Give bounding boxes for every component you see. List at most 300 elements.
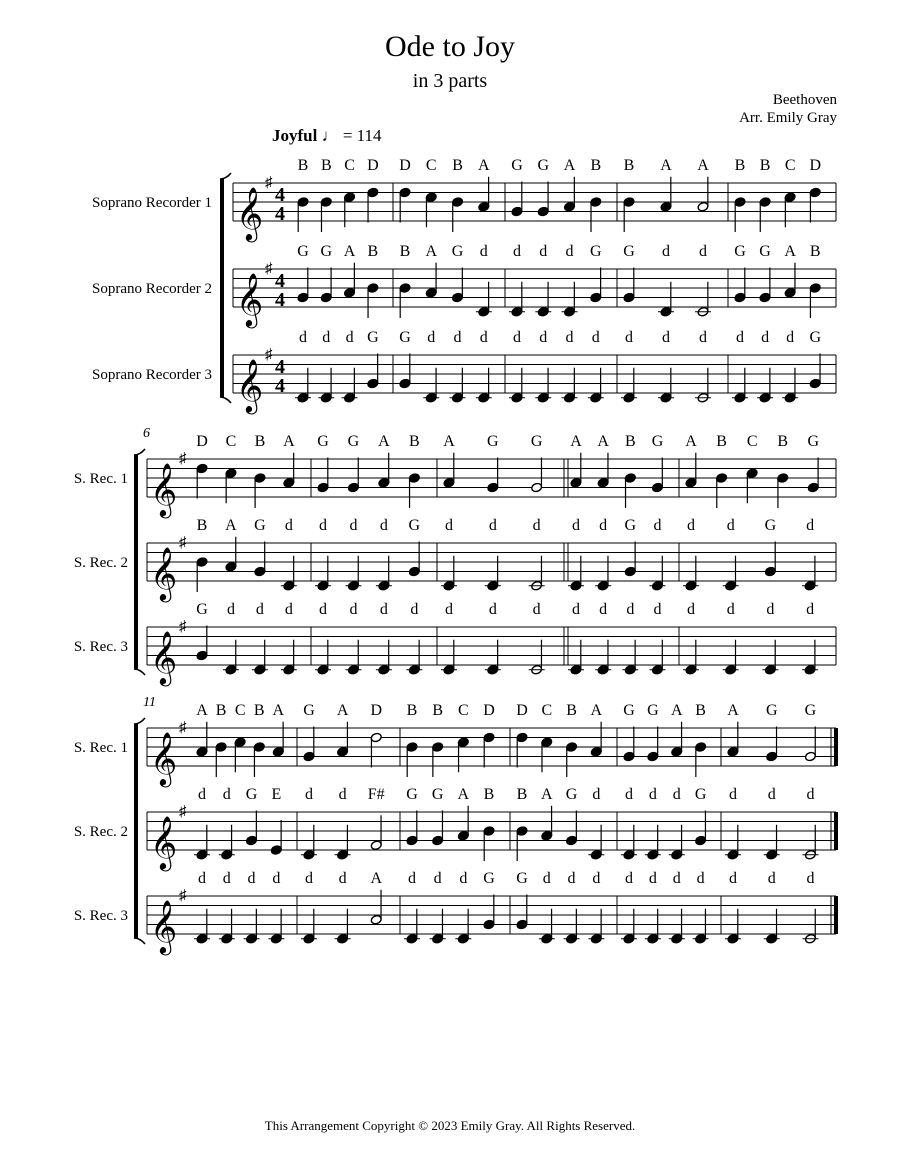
note-letter: B xyxy=(215,702,227,719)
note-letter: d xyxy=(648,786,657,803)
note-letter: B xyxy=(406,702,418,719)
note-letter: A xyxy=(570,433,582,450)
quarter-note-head xyxy=(378,477,390,488)
quarter-note-head xyxy=(406,742,418,753)
note-letter: d xyxy=(305,870,313,887)
note-letter: d xyxy=(488,601,497,618)
note-letter: G xyxy=(483,870,495,887)
note-letter: G xyxy=(565,786,578,803)
instrument-label: Soprano Recorder 2 xyxy=(92,281,212,297)
note-letter: G xyxy=(317,433,329,450)
quarter-note-head xyxy=(590,292,602,303)
quarter-note-head xyxy=(196,463,208,474)
sharp-key-signature: ♯ xyxy=(265,347,273,363)
note-letter: d xyxy=(532,517,541,534)
note-letter: d xyxy=(488,517,497,534)
quarter-note-head xyxy=(367,378,379,389)
note-letter: G xyxy=(303,702,315,719)
quarter-note-head xyxy=(317,482,329,493)
note-letter: d xyxy=(699,243,708,260)
quarter-note-head xyxy=(716,473,728,484)
quarter-note-head xyxy=(408,473,420,484)
note-letter: d xyxy=(565,243,574,260)
note-letter: d xyxy=(699,329,708,346)
note-letter: B xyxy=(253,702,265,719)
note-letter: d xyxy=(299,329,307,346)
quarter-note-head xyxy=(225,468,237,479)
half-note-head xyxy=(531,482,543,493)
quarter-note-head xyxy=(432,742,444,753)
note-letter: A xyxy=(478,157,490,174)
quarter-note-head xyxy=(784,287,796,298)
quarter-note-head xyxy=(234,737,246,748)
quarter-note-head xyxy=(347,482,359,493)
measure-number: 11 xyxy=(143,695,156,710)
barline-final-thick xyxy=(834,728,838,766)
quarter-note-head xyxy=(759,197,771,208)
quarter-note-head xyxy=(566,742,578,753)
quarter-note-head xyxy=(367,283,379,294)
note-letter: d xyxy=(729,870,737,887)
note-letter: G xyxy=(765,702,778,719)
treble-clef-icon: 𝄞 xyxy=(150,817,178,868)
note-letter: d xyxy=(648,870,657,887)
note-letter: d xyxy=(345,329,354,346)
note-letter: G xyxy=(694,786,707,803)
measure-number: 6 xyxy=(143,426,150,441)
note-letter: B xyxy=(695,702,706,719)
sharp-key-signature: ♯ xyxy=(179,888,187,904)
sharp-key-signature: ♯ xyxy=(179,804,187,820)
treble-clef-icon: 𝄞 xyxy=(150,901,178,952)
note-letter: D xyxy=(370,702,383,719)
quarter-note-head xyxy=(660,201,672,212)
quarter-note-head xyxy=(624,566,636,577)
quarter-note-head xyxy=(516,732,528,743)
note-letter: B xyxy=(483,786,495,803)
quarter-note-head xyxy=(254,473,266,484)
note-letter: A xyxy=(283,433,295,450)
quarter-note-head xyxy=(320,292,332,303)
quarter-note-head xyxy=(746,468,758,479)
quarter-note-head xyxy=(764,566,776,577)
note-letter: d xyxy=(349,601,358,618)
half-note-head xyxy=(697,201,709,212)
sharp-key-signature: ♯ xyxy=(265,175,273,191)
note-letter: d xyxy=(696,870,705,887)
treble-clef-icon: 𝄞 xyxy=(150,733,178,784)
quarter-note-icon: ♩ xyxy=(321,126,339,145)
treble-clef-icon: 𝄞 xyxy=(150,548,178,599)
treble-clef-icon: 𝄞 xyxy=(236,274,264,325)
quarter-note-head xyxy=(734,292,746,303)
note-letter: B xyxy=(297,157,309,174)
barline-final-thick xyxy=(834,896,838,934)
note-letter: C xyxy=(784,157,796,174)
note-letter: d xyxy=(479,243,488,260)
note-letter: d xyxy=(198,786,206,803)
note-letter: G xyxy=(804,702,817,719)
note-letter: G xyxy=(651,433,664,450)
note-letter: d xyxy=(319,517,327,534)
note-letter: d xyxy=(539,243,548,260)
quarter-note-head xyxy=(425,192,437,203)
note-letter: d xyxy=(726,601,735,618)
note-letter: d xyxy=(539,329,548,346)
note-letter: d xyxy=(379,601,388,618)
quarter-note-head xyxy=(196,650,208,661)
quarter-note-head xyxy=(734,197,746,208)
quarter-note-head xyxy=(283,477,295,488)
note-letter: d xyxy=(806,870,815,887)
treble-clef-icon: 𝄞 xyxy=(236,360,264,411)
sharp-key-signature: ♯ xyxy=(265,261,273,277)
note-letter: d xyxy=(445,517,453,534)
note-letter: d xyxy=(222,870,231,887)
note-letter: d xyxy=(322,329,331,346)
composer: Beethoven xyxy=(772,92,837,108)
note-letter: G xyxy=(347,433,360,450)
quarter-note-head xyxy=(297,292,309,303)
instrument-label: S. Rec. 1 xyxy=(73,740,128,756)
time-signature-top: 4 xyxy=(275,184,285,206)
note-letter: d xyxy=(338,870,347,887)
note-letter: C xyxy=(458,702,469,719)
bracket-hook-top xyxy=(134,449,145,455)
note-letter: d xyxy=(433,870,442,887)
note-letter: d xyxy=(305,786,313,803)
quarter-note-head xyxy=(452,197,464,208)
note-letter: d xyxy=(222,786,231,803)
note-letter: d xyxy=(806,517,815,534)
quarter-note-head xyxy=(766,751,778,762)
note-letter: C xyxy=(234,702,246,719)
quarter-note-head xyxy=(483,732,495,743)
quarter-note-head xyxy=(516,919,528,930)
note-letter: B xyxy=(196,517,208,534)
sharp-key-signature: ♯ xyxy=(179,451,187,467)
note-letter: d xyxy=(572,517,580,534)
note-letter: d xyxy=(761,329,770,346)
note-letter: A xyxy=(685,433,697,450)
quarter-note-head xyxy=(623,197,635,208)
treble-clef-icon: 𝄞 xyxy=(236,188,264,239)
note-letter: d xyxy=(687,601,695,618)
note-letter: C xyxy=(344,157,355,174)
note-letter: A xyxy=(196,702,208,719)
note-letter: B xyxy=(452,157,463,174)
note-letter: d xyxy=(806,601,815,618)
quarter-note-head xyxy=(807,482,819,493)
note-letter: d xyxy=(379,517,388,534)
quarter-note-head xyxy=(777,473,789,484)
note-letter: B xyxy=(734,157,746,174)
quarter-note-head xyxy=(457,737,469,748)
time-signature-bottom: 4 xyxy=(275,289,285,311)
note-letter: d xyxy=(806,786,815,803)
note-letter: d xyxy=(565,329,574,346)
note-letter: B xyxy=(716,433,727,450)
arranger: Arr. Emily Gray xyxy=(739,110,837,126)
note-letter: d xyxy=(672,786,681,803)
quarter-note-head xyxy=(399,283,411,294)
note-letter: d xyxy=(445,601,453,618)
half-note-head xyxy=(370,840,382,851)
quarter-note-head xyxy=(457,830,469,841)
note-letter: G xyxy=(254,517,266,534)
note-letter: d xyxy=(272,870,281,887)
quarter-note-head xyxy=(695,742,707,753)
note-letter: G xyxy=(537,157,550,174)
note-letter: d xyxy=(625,329,633,346)
half-note-head xyxy=(370,732,382,743)
note-letter: D xyxy=(399,157,411,174)
system-bracket xyxy=(134,455,138,669)
note-letter: G xyxy=(367,329,379,346)
quarter-note-head xyxy=(570,477,582,488)
note-letter: A xyxy=(590,702,603,719)
bracket-hook-top xyxy=(220,173,231,179)
note-letter: G xyxy=(623,243,635,260)
note-letter: d xyxy=(532,601,541,618)
quarter-note-head xyxy=(623,751,635,762)
copyright-notice: This Arrangement Copyright © 2023 Emily Gray. All Rights Reserved. xyxy=(264,1118,636,1133)
quarter-note-head xyxy=(541,737,553,748)
note-letter: D xyxy=(483,702,495,719)
note-letter: D xyxy=(809,157,822,174)
note-letter: B xyxy=(777,433,789,450)
sharp-key-signature: ♯ xyxy=(179,720,187,736)
note-letter: d xyxy=(672,870,681,887)
note-letter: d xyxy=(198,870,206,887)
quarter-note-head xyxy=(483,826,495,837)
note-letter: D xyxy=(367,157,379,174)
note-letter: d xyxy=(786,329,795,346)
note-letter: d xyxy=(662,329,671,346)
note-letter: A xyxy=(697,157,709,174)
note-letter: d xyxy=(284,601,293,618)
quarter-note-head xyxy=(408,566,420,577)
quarter-note-head xyxy=(254,566,266,577)
note-letter: G xyxy=(516,870,528,887)
quarter-note-head xyxy=(399,378,411,389)
quarter-note-head xyxy=(367,187,379,198)
note-letter: A xyxy=(457,786,470,803)
note-letter: d xyxy=(653,517,662,534)
quarter-note-head xyxy=(272,746,284,757)
treble-clef-icon: 𝄞 xyxy=(150,464,178,515)
note-letter: A xyxy=(225,517,237,534)
time-signature-top: 4 xyxy=(275,270,285,292)
instrument-label: S. Rec. 1 xyxy=(73,471,128,487)
note-letter: A xyxy=(443,433,455,450)
quarter-note-head xyxy=(809,283,821,294)
quarter-note-head xyxy=(647,751,659,762)
note-letter: d xyxy=(767,870,776,887)
note-letter: d xyxy=(542,870,551,887)
note-letter: G xyxy=(487,433,499,450)
note-letter: B xyxy=(432,702,444,719)
quarter-note-head xyxy=(399,187,411,198)
note-letter: d xyxy=(626,601,635,618)
note-letter: B xyxy=(254,433,266,450)
quarter-note-head xyxy=(727,746,739,757)
note-letter: d xyxy=(338,786,347,803)
note-letter: G xyxy=(511,157,523,174)
quarter-note-head xyxy=(685,477,697,488)
system-bracket xyxy=(134,724,138,938)
note-letter: B xyxy=(809,243,821,260)
note-letter: d xyxy=(591,329,600,346)
quarter-note-head xyxy=(297,197,309,208)
note-letter: d xyxy=(427,329,436,346)
quarter-note-head xyxy=(671,746,683,757)
note-letter: A xyxy=(784,243,796,260)
quarter-note-head xyxy=(784,192,796,203)
note-letter: C xyxy=(541,702,553,719)
note-letter: A xyxy=(336,702,349,719)
note-letter: d xyxy=(319,601,327,618)
quarter-note-head xyxy=(452,292,464,303)
note-letter: G xyxy=(807,433,820,450)
note-letter: A xyxy=(425,243,438,260)
sharp-key-signature: ♯ xyxy=(179,619,187,635)
half-note-head xyxy=(370,914,382,925)
note-letter: d xyxy=(284,517,293,534)
note-letter: d xyxy=(766,601,775,618)
note-letter: G xyxy=(451,243,464,260)
note-letter: d xyxy=(729,786,737,803)
quarter-note-head xyxy=(541,830,553,841)
note-letter: d xyxy=(625,870,633,887)
note-letter: d xyxy=(247,870,256,887)
note-letter: d xyxy=(767,786,776,803)
note-letter: B xyxy=(399,243,411,260)
quarter-note-head xyxy=(759,292,771,303)
system-bracket xyxy=(220,179,224,397)
note-letter: G xyxy=(590,243,602,260)
note-letter: d xyxy=(653,601,662,618)
quarter-note-head xyxy=(196,746,208,757)
note-letter: d xyxy=(592,786,601,803)
quarter-note-head xyxy=(695,835,707,846)
note-letter: A xyxy=(597,433,609,450)
note-letter: d xyxy=(687,517,695,534)
quarter-note-head xyxy=(215,742,227,753)
bracket-hook-bottom xyxy=(134,669,145,675)
note-letter: F# xyxy=(367,786,385,803)
quarter-note-head xyxy=(511,206,523,217)
time-signature-bottom: 4 xyxy=(275,375,285,397)
note-letter: d xyxy=(255,601,264,618)
note-letter: A xyxy=(670,702,683,719)
note-letter: d xyxy=(453,329,462,346)
note-letter: d xyxy=(410,601,419,618)
note-letter: A xyxy=(272,702,285,719)
note-letter: d xyxy=(736,329,744,346)
instrument-label: Soprano Recorder 1 xyxy=(92,195,212,211)
quarter-note-head xyxy=(624,473,636,484)
note-letter: G xyxy=(245,786,258,803)
note-letter: G xyxy=(408,517,421,534)
quarter-note-head xyxy=(590,746,602,757)
instrument-label: S. Rec. 2 xyxy=(73,824,128,840)
note-letter: G xyxy=(759,243,771,260)
note-letter: G xyxy=(530,433,543,450)
quarter-note-head xyxy=(651,482,663,493)
note-letter: G xyxy=(320,243,333,260)
quarter-note-head xyxy=(537,206,549,217)
note-letter: d xyxy=(513,329,521,346)
quarter-note-head xyxy=(270,845,282,856)
quarter-note-head xyxy=(809,378,821,389)
quarter-note-head xyxy=(590,197,602,208)
note-letter: E xyxy=(271,786,282,803)
note-letter: D xyxy=(196,433,208,450)
note-letter: d xyxy=(726,517,735,534)
bracket-hook-bottom xyxy=(220,397,231,403)
note-letter: B xyxy=(409,433,420,450)
note-letter: A xyxy=(563,157,576,174)
instrument-label: Soprano Recorder 3 xyxy=(92,367,212,383)
note-letter: C xyxy=(225,433,237,450)
note-letter: B xyxy=(590,157,602,174)
note-letter: G xyxy=(406,786,418,803)
page-title: Ode to Joy xyxy=(385,30,515,63)
quarter-note-head xyxy=(483,919,495,930)
barline-final-thick xyxy=(834,812,838,850)
quarter-note-head xyxy=(253,742,265,753)
quarter-note-head xyxy=(225,561,237,572)
note-letter: C xyxy=(746,433,758,450)
note-letter: G xyxy=(647,702,659,719)
bracket-hook-top xyxy=(134,718,145,724)
note-letter: G xyxy=(399,329,411,346)
quarter-note-head xyxy=(303,751,315,762)
page-subtitle: in 3 parts xyxy=(412,70,488,92)
quarter-note-head xyxy=(344,287,356,298)
quarter-note-head xyxy=(809,187,821,198)
quarter-note-head xyxy=(443,477,455,488)
note-letter: A xyxy=(343,243,356,260)
time-signature-bottom: 4 xyxy=(275,203,285,225)
note-letter: A xyxy=(378,433,390,450)
instrument-label: S. Rec. 3 xyxy=(73,639,128,655)
note-letter: d xyxy=(625,786,633,803)
tempo-value: = 114 xyxy=(342,126,382,145)
half-note-head xyxy=(804,751,816,762)
note-letter: A xyxy=(660,157,672,174)
time-signature-top: 4 xyxy=(275,356,285,378)
quarter-note-head xyxy=(196,557,208,568)
note-letter: G xyxy=(624,517,637,534)
quarter-note-head xyxy=(337,746,349,757)
note-letter: d xyxy=(662,243,671,260)
instrument-label: S. Rec. 3 xyxy=(73,908,128,924)
quarter-note-head xyxy=(246,835,258,846)
quarter-note-head xyxy=(623,292,635,303)
note-letter: A xyxy=(727,702,739,719)
instrument-label: S. Rec. 2 xyxy=(73,555,128,571)
note-letter: d xyxy=(459,870,468,887)
note-letter: A xyxy=(540,786,553,803)
bracket-hook-bottom xyxy=(134,938,145,944)
quarter-note-head xyxy=(425,287,437,298)
note-letter: B xyxy=(566,702,577,719)
treble-clef-icon: 𝄞 xyxy=(150,632,178,683)
note-letter: B xyxy=(516,786,528,803)
quarter-note-head xyxy=(597,477,609,488)
